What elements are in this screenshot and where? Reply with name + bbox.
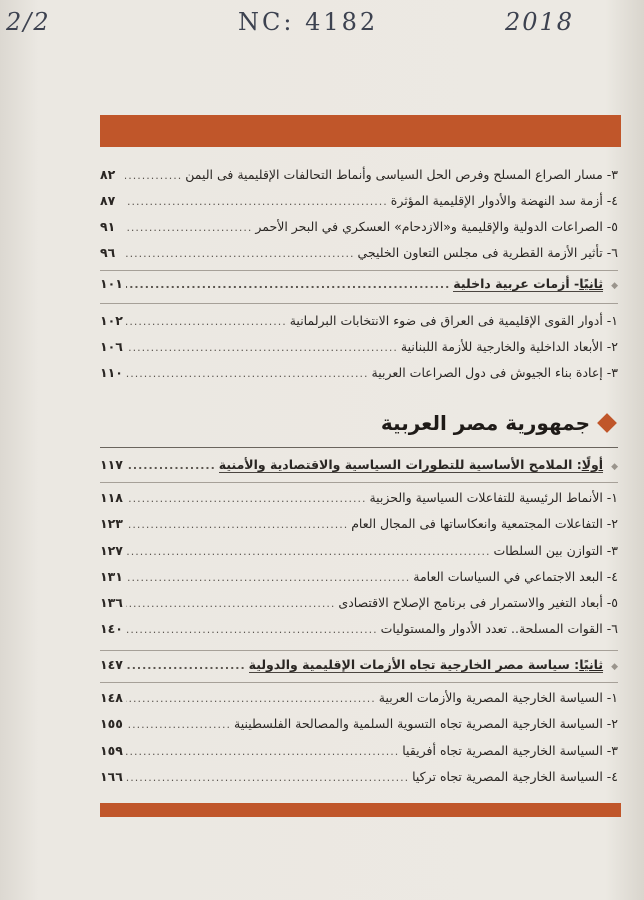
diamond-bullet-icon: ◆ <box>611 462 618 472</box>
toc-entry[interactable]: ٢- السياسة الخارجية المصرية تجاه التسوية السلمية والمصالحة الفلسطينية ..... ١٥٥ <box>100 716 618 736</box>
toc-entry[interactable]: ١- أدوار القوى الإقليمية فى العراق فى ضوء الانتخابات البرلمانية ..... ١٠٢ <box>100 313 618 333</box>
toc-entry[interactable]: ١- السياسة الخارجية المصرية والأزمات العربية ..... ١٤٨ <box>100 690 618 710</box>
toc-entry[interactable]: ٣- مسار الصراع المسلح وفرص الحل السياسى وأنماط التحالفات الإقليمية فى اليمن ..... ٨٢ <box>100 167 618 187</box>
toc-heading[interactable]: ◆ أولًا: الملامح الأساسية للتطورات السياسية والاقتصادية والأمنية ..... ١١٧ <box>100 457 618 477</box>
divider-rule <box>100 650 618 651</box>
divider-rule <box>100 447 618 448</box>
divider-rule <box>100 303 618 304</box>
top-accent-bar <box>100 115 621 147</box>
toc-entry[interactable]: ٣- السياسة الخارجية المصرية تجاه أفريقيا ..... ١٥٩ <box>100 743 618 763</box>
toc-heading[interactable]: ◆ ثانيًا- أزمات عربية داخلية ..... ١٠١ <box>100 276 618 296</box>
toc-entry[interactable]: ٣- إعادة بناء الجيوش فى دول الصراعات العربية ..... ١١٠ <box>100 365 618 385</box>
divider-rule <box>100 682 618 683</box>
toc-entry[interactable]: ٦- القوات المسلحة.. تعدد الأدوار والمستوليات ..... ١٤٠ <box>100 621 618 641</box>
section-title: جمهورية مصر العربية <box>381 411 614 435</box>
diamond-bullet-icon: ◆ <box>611 662 618 672</box>
diamond-bullet-icon: ◆ <box>611 281 618 291</box>
divider-rule <box>100 482 618 483</box>
toc-entry[interactable]: ٢- الأبعاد الداخلية والخارجية للأزمة اللبنانية ..... ١٠٦ <box>100 339 618 359</box>
toc-entry[interactable]: ٥- أبعاد التغير والاستمرار فى برنامج الإصلاح الاقتصادى ..... ١٣٦ <box>100 595 618 615</box>
handwritten-catalog-number: NC: 4182 <box>238 8 379 36</box>
toc-entry[interactable]: ٤- السياسة الخارجية المصرية تجاه تركيا ..... ١٦٦ <box>100 769 618 789</box>
handwritten-page-note: 2/2 <box>6 8 51 36</box>
toc-entry[interactable]: ٢- التفاعلات المجتمعية وانعكاساتها فى المجال العام ..... ١٢٣ <box>100 516 618 536</box>
toc-entry[interactable]: ٦- تأثير الأزمة القطرية فى مجلس التعاون الخليجي ..... ٩٦ <box>100 245 618 265</box>
toc-heading[interactable]: ◆ ثانيًا: سياسة مصر الخارجية تجاه الأزمات الإقليمية والدولية ..... ١٤٧ <box>100 657 618 677</box>
toc-entry[interactable]: ٣- التوازن بين السلطات ..... ١٢٧ <box>100 543 618 563</box>
toc-entry[interactable]: ٥- الصراعات الدولية والإقليمية و«الازدحام» العسكري في البحر الأحمر ..... ٩١ <box>100 219 618 239</box>
toc-entry[interactable]: ٤- البعد الاجتماعي في السياسات العامة ..... ١٣١ <box>100 569 618 589</box>
divider-rule <box>100 270 618 271</box>
handwritten-year: 2018 <box>505 8 575 36</box>
toc-entry[interactable]: ٤- أزمة سد النهضة والأدوار الإقليمية المؤثرة ..... ٨٧ <box>100 193 618 213</box>
diamond-icon <box>597 413 617 433</box>
toc-entry[interactable]: ١- الأنماط الرئيسية للتفاعلات السياسية والحزبية ..... ١١٨ <box>100 490 618 510</box>
bottom-accent-bar <box>100 803 621 817</box>
